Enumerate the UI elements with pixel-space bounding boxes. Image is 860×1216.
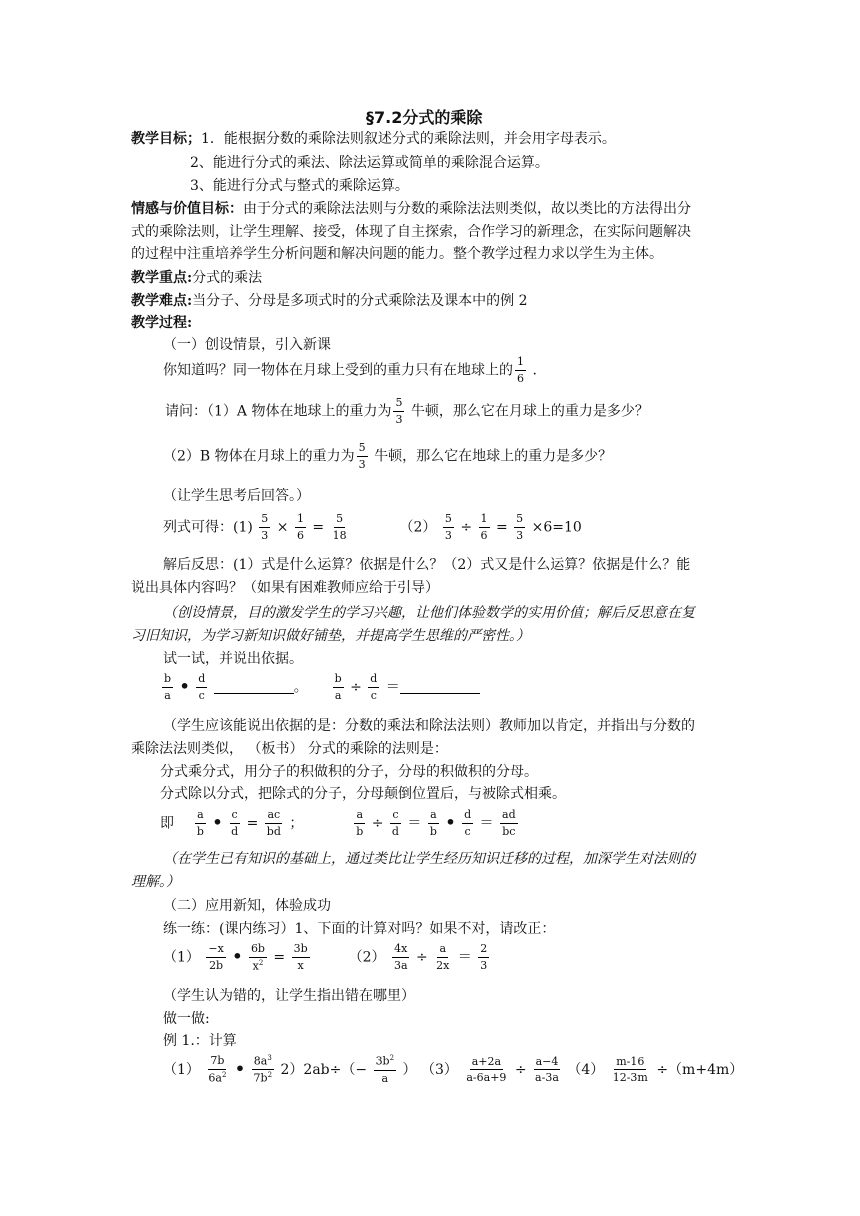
emotion-line-1 bbox=[131, 201, 691, 218]
process-label: 教学过程: bbox=[131, 315, 193, 331]
fraction: $\frac{5}{3}$ bbox=[261, 512, 269, 542]
question-2: （2）B 物体在月球上的重力为 $\frac{5}{3}$ 牛顿，那么它在地球上的重力是多少？ bbox=[163, 441, 613, 471]
try-expression: $\frac{b}{a}$ • $\frac{d}{c}$ 。 $\frac{b}{a}$ ÷ $\frac{d}{c}$ ＝ bbox=[160, 672, 480, 703]
emotion-text-3: 的过程中注重培养学生分析问题和解决问题的能力。整个教学过程力求以学生为主体。 bbox=[131, 246, 663, 262]
practice-problems: （1） $\frac{-x}{2b}$ • $\frac{6b}{x^2}$ = $\frac{3b}{x}$ （2） $\frac{4x}{3a}$ ÷ $\frac{a}{2x}$ ＝ $\frac{2}{3}$ bbox=[163, 942, 488, 973]
rule-mul: 分式乘分式，用分子的积做积的分子，分母的积做积的分母。 bbox=[160, 764, 538, 780]
difficulty-label: 教学难点: bbox=[131, 293, 193, 309]
fraction: $\frac{-x}{2b}$ bbox=[208, 942, 224, 973]
fraction: $\frac{d}{c}$ bbox=[370, 672, 378, 702]
key-text: 分式的乘法 bbox=[192, 270, 263, 286]
note-1-a: （创设情景，目的激发学生的学习兴趣，让他们体验数学的实用价值；解后反思意在复 bbox=[163, 605, 695, 621]
reflect-2: 说出具体内容吗？（如果有困难教师应给于引导） bbox=[131, 580, 439, 596]
fraction: $\frac{1}{6}$ bbox=[480, 512, 488, 542]
fraction: $\frac{c}{d}$ bbox=[391, 808, 399, 838]
rule-1: （学生应该能说出依据的是：分数的乘法和除法法则）教师加以肯定，并指出与分数的 bbox=[163, 718, 695, 734]
rule-2: 乘除法法则类似， （板书） 分式的乘除的法则是： bbox=[131, 741, 448, 757]
goal-2: 2、能进行分式的乘法、除法运算或简单的乘除混合运算。 bbox=[190, 155, 549, 171]
fraction: $\frac{5}{3}$ bbox=[516, 512, 524, 542]
think-note: （让学生思考后回答。） bbox=[163, 488, 310, 504]
fraction: $\frac{1}{6}$ bbox=[296, 512, 304, 542]
fraction: $\frac{4x}{3a}$ bbox=[393, 942, 408, 973]
fraction: $\frac{a}{b}$ bbox=[429, 808, 437, 838]
fraction: $\frac{b}{a}$ bbox=[164, 672, 172, 702]
goal-line-1 bbox=[131, 131, 616, 148]
rule-div: 分式除以分式，把除式的分子，分母颠倒位置后，与被除式相乘。 bbox=[160, 786, 566, 802]
fraction: $\frac{ad}{bc}$ bbox=[502, 808, 516, 838]
section-2-heading: （二）应用新知，体验成功 bbox=[163, 898, 331, 914]
section-1-heading: （一）创设情景，引入新课 bbox=[163, 337, 331, 353]
key-point bbox=[131, 270, 262, 287]
difficulty-text: 当分子、分母是多项式时的分式乘除法及课本中的例 2 bbox=[192, 293, 528, 309]
note-2-a: （在学生已有知识的基础上，通过类比让学生经历知识迁移的过程，加深学生对法则的 bbox=[163, 851, 695, 867]
fraction: $\frac{d}{c}$ bbox=[464, 808, 472, 838]
reflect-1: 解后反思：(1）式是什么运算？依据是什么？（2）式又是什么运算？依据是什么？能 bbox=[163, 557, 691, 573]
note-2-b: 理解。） bbox=[131, 874, 180, 890]
fraction: $\frac{c}{d}$ bbox=[231, 808, 239, 838]
difficulty bbox=[131, 293, 528, 310]
fraction: $\frac{d}{c}$ bbox=[198, 672, 206, 702]
goals-label: 教学目标； bbox=[131, 131, 201, 147]
page-title: §7.2分式的乘除 bbox=[366, 108, 483, 127]
fraction: $\frac{5}{18}$ bbox=[332, 512, 347, 542]
wrong-note: （学生认为错的，让学生指出错在哪里） bbox=[163, 988, 415, 1004]
fraction: $\frac{a}{b}$ bbox=[356, 808, 364, 838]
fraction: $\frac{7b}{6a^2}$ bbox=[208, 1054, 227, 1085]
calc-line: 列式可得：(1) $\frac{5}{3}$ × $\frac{1}{6}$ = $\frac{5}{18}$ （2） $\frac{5}{3}$ ÷ $\frac{1}{6}$ = $\frac{5}{3}$ ×6=10 bbox=[163, 512, 582, 542]
rule-formula: 即 $\frac{a}{b}$ • $\frac{c}{d}$ = $\frac{ac}{bd}$ ； $\frac{a}{b}$ ÷ $\frac{c}{d}$ ＝ $\frac{a}{b}$ • $\frac{d}{c}$ ＝ $\frac{ad}{bc}$ bbox=[160, 808, 516, 838]
fraction: $\frac{6b}{x^2}$ bbox=[250, 942, 265, 973]
question-0: 你知道吗？同一物体在月球上受到的重力只有在地球上的 $\frac{1}{6}$ . bbox=[163, 355, 537, 385]
fraction: $\frac{5}{3}$ bbox=[444, 512, 452, 542]
fraction: $\frac{1}{6}$ bbox=[517, 355, 524, 385]
fraction: $\frac{m-16}{12-3m}$ bbox=[612, 1054, 648, 1085]
key-label: 教学重点: bbox=[131, 270, 193, 286]
fraction: $\frac{5}{3}$ bbox=[358, 441, 366, 471]
practice-line: 练一练：(课内练习）1、下面的计算对吗？如果不对，请改正： bbox=[163, 921, 556, 937]
emotion-text-2: 式的乘除法则，让学生理解、接受，体现了自主探索，合作学习的新理念，在实际问题解决 bbox=[131, 224, 691, 240]
fraction: $\frac{b}{a}$ bbox=[334, 672, 342, 702]
do-it: 做一做: bbox=[163, 1011, 210, 1027]
fraction: $\frac{5}{3}$ bbox=[395, 396, 403, 426]
q0-text: 你知道吗？同一物体在月球上受到的重力只有在地球上的 bbox=[163, 362, 513, 379]
fraction: $\frac{2}{3}$ bbox=[480, 942, 488, 973]
fraction: $\frac{a}{b}$ bbox=[196, 808, 204, 838]
emotion-label: 情感与价值目标： bbox=[131, 201, 243, 217]
note-1-b: 习旧知识，为学习新知识做好铺垫，并提高学生思维的严密性。） bbox=[131, 628, 530, 644]
goal-1: 1．能根据分数的乘除法则叙述分式的乘除法则，并会用字母表示。 bbox=[201, 131, 616, 147]
fraction: $\frac{8a^3}{7b^2}$ bbox=[253, 1054, 273, 1086]
answer-blank bbox=[214, 681, 294, 694]
example-1: 例 1.：计算 bbox=[163, 1033, 237, 1049]
fraction: $\frac{ac}{bd}$ bbox=[266, 808, 281, 838]
emotion-text-1: 由于分式的乘除法法则与分数的乘除法法则类似，故以类比的方法得出分 bbox=[243, 201, 691, 217]
fraction: $\frac{a+2a}{a-6a+9}$ bbox=[466, 1054, 507, 1085]
fraction: $\frac{3b^2}{a}$ bbox=[375, 1054, 395, 1085]
try-heading: 试一试，并说出依据。 bbox=[163, 651, 303, 667]
example-problems: （1） $\frac{7b}{6a^2}$ • $\frac{8a^3}{7b^2}$ 2）2ab÷（− $\frac{3b^2}{a}$ ） （3） $\frac{a+2a}{a-6a+9}$ ÷ $\frac{a-4}{a-3a}$ （4） $\frac{m-16}{12-3m}$ ÷（m+4m） bbox=[163, 1054, 744, 1086]
fraction: $\frac{3b}{x}$ bbox=[293, 942, 308, 973]
fraction: $\frac{a}{2x}$ bbox=[436, 942, 450, 973]
answer-blank bbox=[400, 681, 480, 694]
goal-3: 3、能进行分式与整式的乘除运算。 bbox=[190, 178, 409, 194]
question-1: 请问：（1）A 物体在地球上的重力为 $\frac{5}{3}$ 牛顿，那么它在月球上的重力是多少？ bbox=[165, 396, 649, 426]
fraction: $\frac{a-4}{a-3a}$ bbox=[535, 1054, 559, 1085]
